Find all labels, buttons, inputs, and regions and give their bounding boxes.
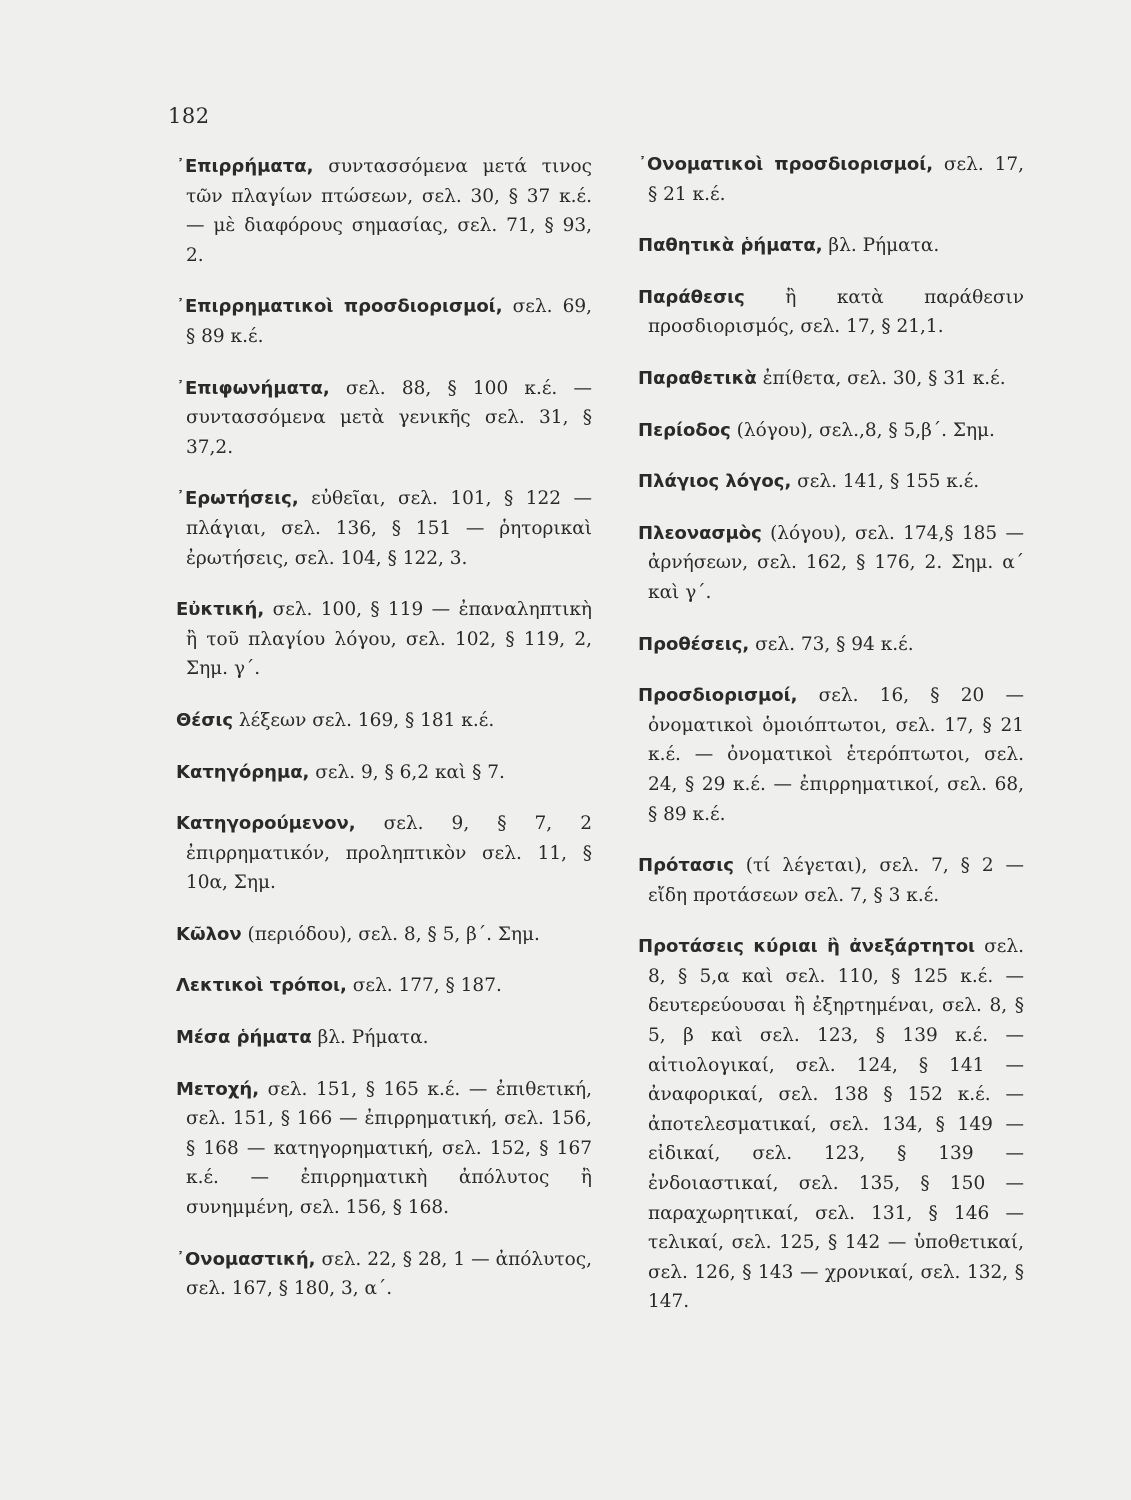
entry-lemma: Εὐκτική, bbox=[176, 599, 265, 621]
index-entry bbox=[176, 809, 592, 898]
entry-text: (περιόδου), σελ. 8, § 5, β΄. Σημ. bbox=[241, 923, 540, 945]
entry-lemma: Προθέσεις, bbox=[638, 633, 750, 655]
index-entry bbox=[638, 467, 1024, 497]
entry-lemma: ᾿Ονοματικοὶ προσδιορισμοί, bbox=[638, 154, 934, 175]
entry-lemma: Λεκτικοὶ τρόποι, bbox=[176, 975, 347, 997]
entry-lemma: Κατηγορούμενον, bbox=[176, 813, 356, 835]
entry-lemma: Μέσα ῥήματα bbox=[176, 1027, 312, 1049]
entry-text: εὐθεῖαι, σελ. 101, § 122 — πλάγιαι, σελ. 136, § 151 — ῥητορικαὶ ἐρωτήσεις, σελ. 104, § 122, 3. bbox=[186, 488, 592, 569]
index-entry bbox=[638, 519, 1024, 608]
entry-text: σελ. 177, § 187. bbox=[346, 975, 502, 997]
entry-text: σελ. 8, § 5,α καὶ σελ. 110, § 125 κ.έ. — δευτερεύουσαι ἢ ἐξηρτημέναι, σελ. 8, § 5, β καὶ σελ. 123, § 139 κ.έ. — αἰτιολογικαί, σελ. 124, § 141 — ἀναφορικαί, σελ. 138 § 152 κ.έ. — ἀποτελεσματικαί, σελ. 134, § 149 — εἰδικαί, σελ. 123, § 139 — ἐνδοιαστικαί, σελ. 135, § 150 — παραχωρητικαί, σελ. 131, § 146 — τελικαί, σελ. 125, § 142 — ὑποθετικαί, σελ. 126, § 143 — χρονικαί, σελ. 132, § 147. bbox=[648, 936, 1024, 1313]
entry-text: σελ. 69, § 89 κ.έ. bbox=[186, 296, 592, 347]
index-entry bbox=[638, 231, 1024, 261]
entry-lemma: Πλάγιος λόγος, bbox=[638, 471, 792, 493]
entry-text: συντασσόμενα μετά τινος τῶν πλαγίων πτώσεων, σελ. 30, § 37 κ.έ. — μὲ διαφόρους σημασίας, σελ. 71, § 93, 2. bbox=[186, 156, 592, 266]
entry-text: σελ. 100, § 119 — ἐπαναληπτικὴ ἢ τοῦ πλαγίου λόγου, σελ. 102, § 119, 2, Σημ. γ΄. bbox=[186, 599, 592, 680]
entry-text: σελ. 73, § 94 κ.έ. bbox=[749, 633, 914, 655]
entry-lemma: Θέσις bbox=[176, 709, 234, 731]
entry-lemma: ᾿Επιρρήματα, bbox=[176, 156, 314, 177]
entry-text: ἐπίθετα, σελ. 30, § 31 κ.έ. bbox=[756, 367, 1006, 389]
entry-lemma: ᾿Ερωτήσεις, bbox=[176, 488, 299, 510]
index-entry bbox=[638, 416, 1024, 446]
entry-lemma: Προτάσεις κύριαι ἢ ἀνεξάρτητοι bbox=[638, 936, 976, 958]
index-entry bbox=[176, 920, 592, 950]
entry-text: λέξεων σελ. 169, § 181 κ.έ. bbox=[233, 709, 495, 731]
index-entry bbox=[638, 630, 1024, 660]
index-column-left bbox=[176, 152, 592, 1326]
index-entry bbox=[638, 150, 1024, 209]
entry-lemma: Περίοδος bbox=[638, 419, 731, 441]
index-entry bbox=[176, 1245, 592, 1304]
index-entry bbox=[638, 851, 1024, 910]
index-entry bbox=[638, 681, 1024, 829]
entry-lemma: Παραθετικὰ bbox=[638, 367, 757, 389]
entry-lemma: Μετοχή, bbox=[176, 1078, 260, 1100]
entry-lemma: Παθητικὰ ῥήματα, bbox=[638, 235, 823, 257]
index-entry bbox=[638, 364, 1024, 394]
entry-text: σελ. 9, § 7, 2 ἐπιρρηματικόν, προληπτικὸν σελ. 11, § 10α, Σημ. bbox=[186, 813, 592, 894]
index-entry bbox=[176, 374, 592, 463]
entry-text: σελ. 17, § 21 κ.έ. bbox=[648, 154, 1024, 205]
entry-text: (λόγου), σελ.,8, § 5,β΄. Σημ. bbox=[730, 419, 995, 441]
index-entry bbox=[176, 1023, 592, 1053]
entry-lemma: Παράθεσις bbox=[638, 286, 745, 308]
entry-lemma: Προσδιορισμοί, bbox=[638, 685, 798, 707]
entry-text: (τί λέγεται), σελ. 7, § 2 — εἴδη προτάσεων σελ. 7, § 3 κ.έ. bbox=[648, 855, 1024, 906]
index-entry bbox=[176, 971, 592, 1001]
entry-text: σελ. 22, § 28, 1 — ἀπόλυτος, σελ. 167, § 180, 3, α΄. bbox=[186, 1248, 592, 1300]
entry-lemma: ᾿Επιρρηματικοὶ προσδιορισμοί, bbox=[176, 296, 503, 318]
index-entry bbox=[176, 152, 592, 270]
entry-text: βλ. Ρήματα. bbox=[311, 1027, 429, 1049]
entry-text: σελ. 151, § 165 κ.έ. — ἐπιθετική, σελ. 151, § 166 — ἐπιρρηματική, σελ. 156, § 168 — κατηγορηματική, σελ. 152, § 167 κ.έ. — ἐπιρρηματικὴ ἀπόλυτος ἢ συνημμένη, σελ. 156, § 168. bbox=[186, 1078, 592, 1219]
entry-lemma: Πρότασις bbox=[638, 855, 734, 877]
entry-text: σελ. 88, § 100 κ.έ. — συντασσόμενα μετὰ γενικῆς σελ. 31, § 37,2. bbox=[186, 377, 592, 458]
index-entry bbox=[176, 484, 592, 573]
entry-text: βλ. Ρήματα. bbox=[822, 235, 940, 257]
entry-text: ἢ κατὰ παράθεσιν προσδιορισμός, σελ. 17, § 21,1. bbox=[648, 286, 1024, 338]
page-number: 182 bbox=[168, 104, 210, 128]
index-entry bbox=[176, 758, 592, 788]
entry-text: σελ. 9, § 6,2 καὶ § 7. bbox=[309, 761, 505, 783]
entry-lemma: Κατηγόρημα, bbox=[176, 761, 310, 783]
index-entry bbox=[176, 595, 592, 684]
entry-text: σελ. 141, § 155 κ.έ. bbox=[791, 471, 980, 493]
index-column-right bbox=[638, 150, 1024, 1339]
entry-text: (λόγου), σελ. 174,§ 185 — ἀρνήσεων, σελ. 162, § 176, 2. Σημ. α΄ καὶ γ΄. bbox=[648, 522, 1024, 603]
entry-lemma: ᾿Ονομαστική, bbox=[176, 1248, 316, 1270]
index-entry bbox=[638, 932, 1024, 1317]
index-entry bbox=[176, 1075, 592, 1223]
entry-text: σελ. 16, § 20 — ὀνοματικοὶ ὁμοιόπτωτοι, σελ. 17, § 21 κ.έ. — ὀνοματικοὶ ἑτερόπτωτοι, σελ. 24, § 29 κ.έ. — ἐπιρρηματικοί, σελ. 68, § 89 κ.έ. bbox=[648, 685, 1024, 825]
entry-lemma: Κῶλον bbox=[176, 923, 242, 945]
entry-lemma: Πλεονασμὸς bbox=[638, 522, 762, 544]
entry-lemma: ᾿Επιφωνήματα, bbox=[176, 377, 330, 399]
index-entry bbox=[176, 706, 592, 736]
index-entry bbox=[638, 283, 1024, 342]
index-entry bbox=[176, 292, 592, 351]
